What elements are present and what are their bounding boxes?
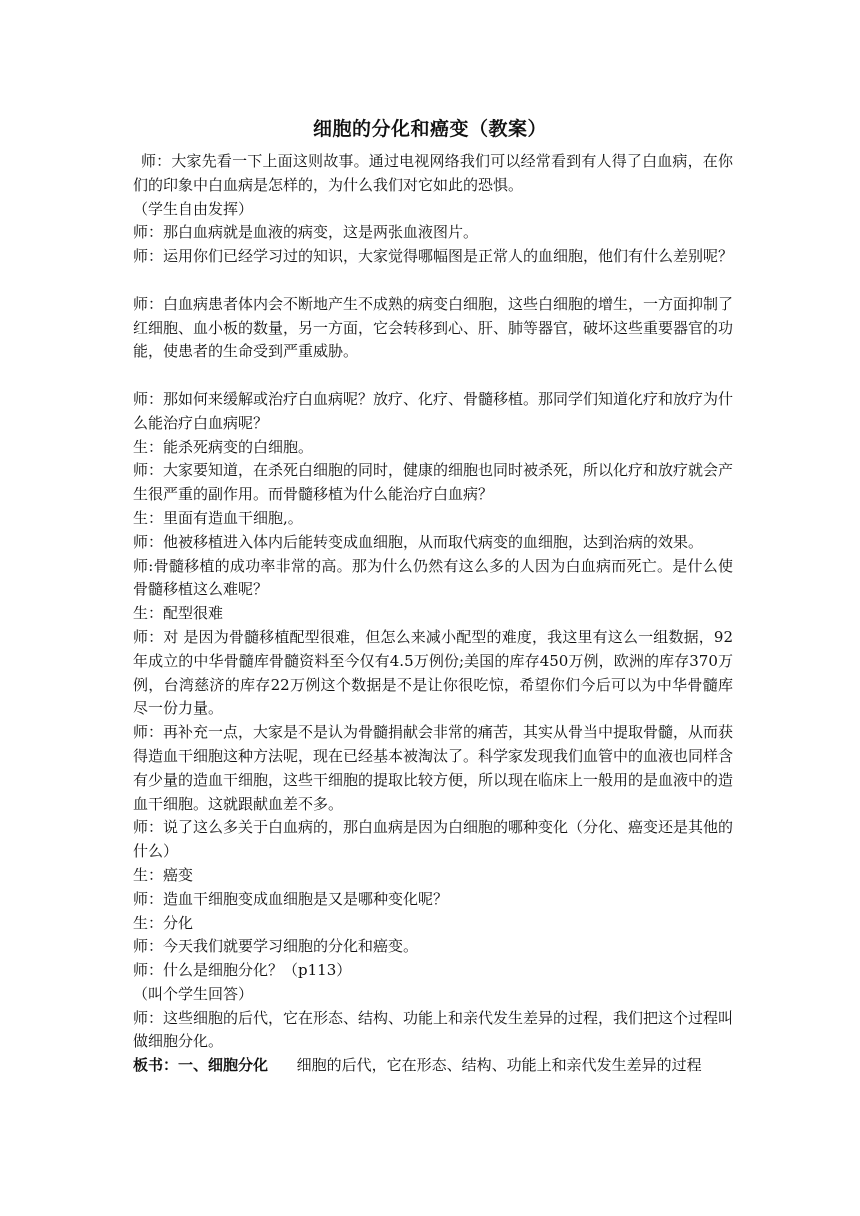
board-paragraph [133,1054,733,1078]
paragraph: （学生自由发挥） [133,199,254,218]
paragraph: 师：对 是因为骨髓移植配型很难，但怎么来减小配型的难度，我这里有这么一组数据，92年成立的中华骨髓库骨髓资料至今仅有4.5万例份;美国的库存450万例，欧洲的库存370万例，台湾慈济的库存22万例这个数据是不是让你很吃惊，希望你们今后可以为中华骨髓库尽一份力量。 [133,627,733,718]
board-text: 细胞的后代，它在形态、结构、功能上和亲代发生差异的过程 [296,1056,702,1075]
paragraph: 生：分化 [133,913,194,932]
paragraph: 师：他被移植进入体内后能转变成血细胞，从而取代病变的血细胞，达到治病的效果。 [133,532,704,551]
paragraph: 师：再补充一点，大家是不是认为骨髓捐献会非常的痛苦，其实从骨当中提取骨髓，从而获得造血干细胞这种方法呢，现在已经基本被淘汰了。科学家发现我们血管中的血液也同样含有少量的造血干细胞，这些干细胞的提取比较方便，所以现在临床上一般用的是血液中的造血干细胞。这就跟献血差不多。 [133,723,734,813]
paragraph: （叫个学生回答） [133,984,254,1003]
paragraph: 师：那如何来缓解或治疗白血病呢？放疗、化疗、骨髓移植。那同学们知道化疗和放疗为什么能治疗白血病呢？ [133,389,734,432]
paragraph: 师：造血干细胞变成血细胞是又是哪种变化呢？ [133,889,449,908]
paragraph: 师：大家要知道，在杀死白细胞的同时，健康的细胞也同时被杀死，所以化疗和放疗就会产生很严重的副作用。而骨髓移植为什么能治疗白血病？ [133,461,734,504]
paragraph: 师：今天我们就要学习细胞的分化和癌变。 [133,937,419,956]
paragraph: 师：大家先看一下上面这则故事。通过电视网络我们可以经常看到有人得了白血病，在你们的印象中白血病是怎样的，为什么我们对它如此的恐惧。 [133,152,733,194]
blank-line [133,269,733,293]
paragraph: 师：运用你们已经学习过的知识，大家觉得哪幅图是正常人的血细胞，他们有什么差别呢？ [133,247,734,266]
document-title: 细胞的分化和癌变（教案） [312,118,547,140]
paragraph: 师：这些细胞的后代，它在形态、结构、功能上和亲代发生差异的过程，我们把这个过程叫做细胞分化。 [133,1008,734,1051]
board-label: 板书：一、细胞分化 [133,1056,269,1075]
blank-line [133,364,733,388]
document-body [133,150,733,1078]
paragraph: 师：什么是细胞分化？（p113） [133,961,352,980]
paragraph: 师:骨髓移植的成功率非常的高。那为什么仍然有这么多的人因为白血病而死亡。是什么使骨髓移植这么难呢？ [133,556,733,599]
paragraph: 师：那白血病就是血液的病变，这是两张血液图片。 [133,223,479,242]
paragraph: 师：白血病患者体内会不断地产生不成熟的病变白细胞，这些白细胞的增生，一方面抑制了红细胞、血小板的数量，另一方面，它会转移到心、肝、肺等器官，破坏这些重要器官的功能，使患者的生命受到严重威胁。 [133,294,734,361]
paragraph: 生：能杀死病变的白细胞。 [133,437,314,456]
paragraph: 生：癌变 [133,865,194,884]
paragraph: 师：说了这么多关于白血病的，那白血病是因为白细胞的哪种变化（分化、癌变还是其他的什么） [133,818,734,861]
paragraph: 生：配型很难 [133,604,224,623]
paragraph: 生：里面有造血干细胞,。 [133,508,303,527]
